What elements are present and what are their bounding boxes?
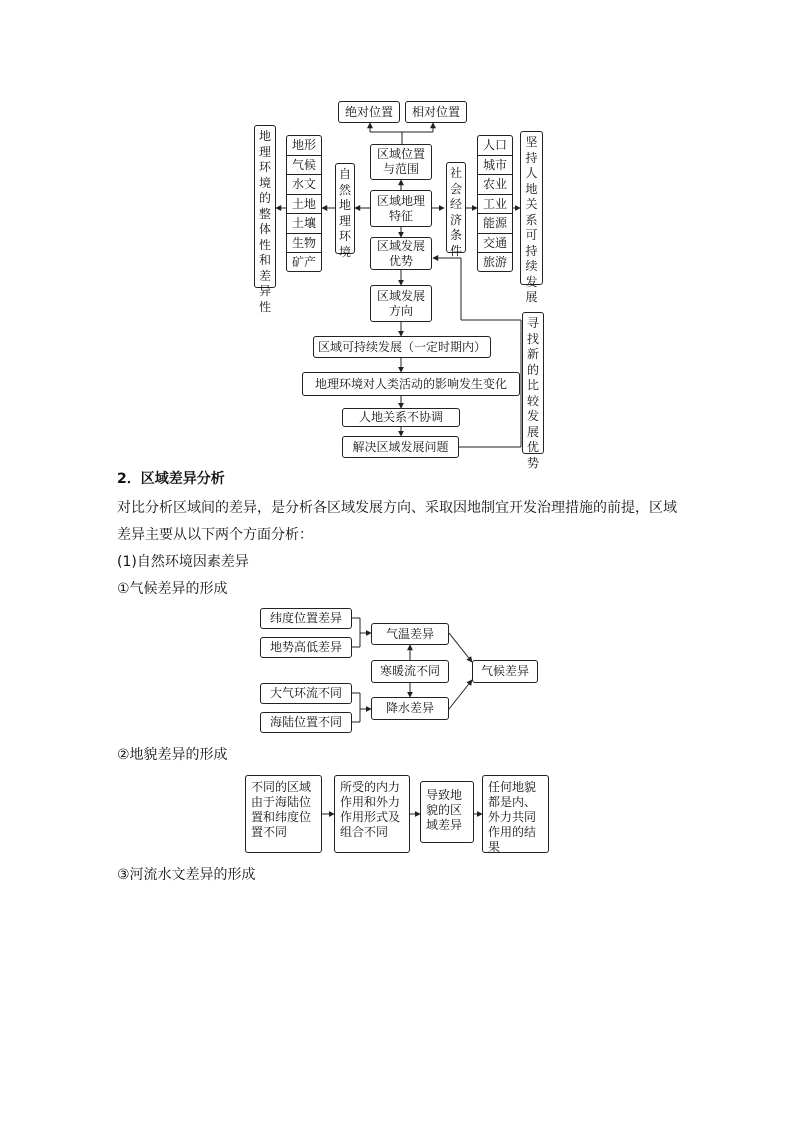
precip-diff-box: 降水差异: [371, 697, 449, 720]
list-item: 旅游: [482, 255, 507, 269]
intro-line-1: 对比分析区域间的差异，是分析各区域发展方向、采取因地制宜开发治理措施的前提，区域: [117, 500, 677, 516]
region-features-box: 区域地理特征: [370, 190, 432, 227]
impact-change-box: 地理环境对人类活动的影响发生变化: [302, 372, 520, 396]
dev-advantage-box: 区域发展优势: [370, 237, 432, 270]
absolute-position-box: 绝对位置: [338, 101, 400, 123]
section-heading: 2．区域差异分析: [117, 471, 225, 487]
item-landform: ②地貌差异的形成: [117, 747, 228, 763]
landform-cause-box-4: 任何地貌都是内、外力共同作用的结果: [482, 775, 549, 853]
currents-box: 寒暖流不同: [371, 660, 449, 683]
list-item: 农业: [478, 175, 512, 195]
sustainable-dev-box: 区域可持续发展（一定时期内）: [313, 336, 491, 358]
list-item: 地形: [287, 136, 321, 156]
list-item: 能源: [478, 214, 512, 234]
list-item: 生物: [287, 234, 321, 254]
landform-cause-box-2: 所受的内力作用和外力作用形式及组合不同: [334, 775, 410, 853]
list-item: 人口: [478, 136, 512, 156]
socio-elements-list: [477, 135, 513, 272]
item-hydrology: ③河流水文差异的形成: [117, 867, 256, 883]
item-climate: ①气候差异的形成: [117, 581, 228, 597]
list-item: 城市: [478, 156, 512, 176]
list-item: 气候: [287, 156, 321, 176]
location-range-box: 区域位置与范围: [370, 144, 432, 180]
imbalance-box: 人地关系不协调: [342, 408, 460, 427]
intro-line-2: 差异主要从以下两个方面分析：: [117, 527, 313, 543]
landform-cause-box-3: 导致地貌的区域差异: [420, 781, 474, 843]
list-item: 土壤: [287, 214, 321, 234]
seek-new-advantage-box: 寻找新的比较发展优势: [522, 312, 544, 454]
land-sea-box: 海陆位置不同: [260, 712, 352, 733]
natural-env-box: 自然地理环境: [335, 163, 355, 254]
list-item: 交通: [478, 234, 512, 254]
elevation-box: 地势高低差异: [260, 637, 352, 658]
atmos-circulation-box: 大气环流不同: [260, 683, 352, 704]
latitude-box: 纬度位置差异: [260, 608, 352, 629]
temp-diff-box: 气温差异: [371, 623, 449, 645]
subsection-natural: (1)自然环境因素差异: [117, 554, 249, 570]
list-item: 土地: [287, 195, 321, 215]
solve-problems-box: 解决区域发展问题: [342, 436, 459, 458]
landform-cause-box-1: 不同的区域由于海陆位置和纬度位置不同: [245, 775, 322, 853]
list-item: 工业: [478, 195, 512, 215]
harmony-box: 坚持人地关系可持续发展: [520, 131, 543, 285]
natural-elements-list: [286, 135, 322, 272]
holism-diversity-box: 地理环境的整体性和差异性: [254, 125, 276, 288]
relative-position-box: 相对位置: [405, 101, 467, 123]
list-item: 矿产: [291, 255, 316, 269]
socio-econ-box: 社会经济条件: [446, 162, 466, 253]
list-item: 水文: [287, 175, 321, 195]
dev-direction-box: 区域发展方向: [370, 285, 432, 322]
climate-diff-box: 气候差异: [472, 660, 538, 683]
